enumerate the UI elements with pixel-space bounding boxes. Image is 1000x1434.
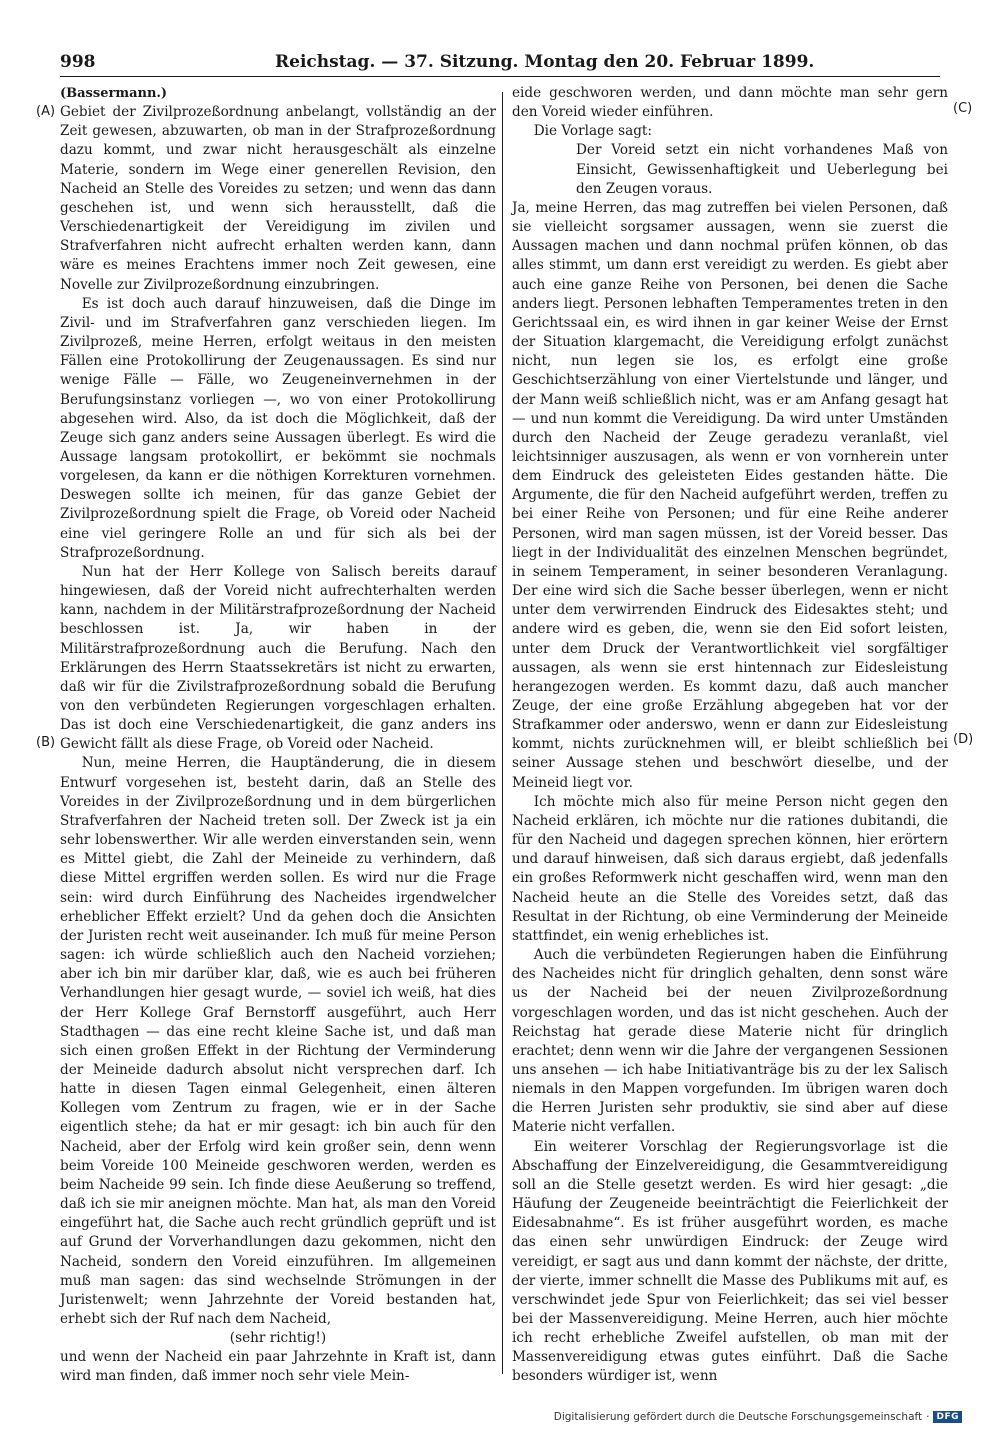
- digitization-footer: [554, 1411, 962, 1423]
- dfg-logo-icon: DFG: [933, 1411, 962, 1423]
- paragraph: Ich möchte mich also für meine Person nicht gegen den Nacheid erklären, ich möchte nur die rationes dubitandi, die für den Nacheid und dagegen sprechen können, hier erörtern und darauf hinweisen, daß sich daraus ergiebt, daß jedenfalls ein großes Reformwerk nicht geschaffen wird, wenn man den Nacheid heute an die Stelle des Voreides setzt, daß das Resultat in der Richtung, ob eine Verminderung der Meineide stattfindet, ein wenig erhebliches ist.: [512, 793, 948, 944]
- paragraph: Gebiet der Zivilprozeßordnung anbelangt, vollständig an der Zeit gewesen, abzuwarten, ob man in der Strafprozeßordnung dazu kommt, und zwar nicht herausgeschält als einzelne Materie, sondern im Wege einer generellen Revision, den Nacheid an Stelle des Voreides zu setzen; und wenn das dann geschehen ist, und wenn sich herausstellt, daß die Verschiedenartigkeit der Vereidigung im zivilen und Strafverfahren nicht aufrecht erhalten werden kann, dann wäre es meines Erachtens immer noch Zeit gewesen, eine Novelle zur Zivilprozeßordnung einzubringen.: [60, 104, 496, 293]
- speaker-label: (Bassermann.): [60, 86, 168, 101]
- column-divider: [502, 92, 503, 1374]
- footer-separator: ·: [926, 1411, 930, 1423]
- block-quote: Der Voreid setzt ein nicht vorhandenes Maß von Einsicht, Gewissenhaftigkeit und Ueberlegung bei den Zeugen voraus.: [576, 142, 948, 197]
- interjection: (sehr richtig!): [229, 1330, 327, 1347]
- margin-marker-c: (C): [953, 101, 973, 116]
- paragraph: Es ist doch auch darauf hinzuweisen, daß die Dinge im Zivil- und im Strafverfahren ganz verschieden liegen. Im Zivilprozeß, meine Herren, erfolgt weitaus in den meisten Fällen eine Protokollirung der Zeugenaussagen. Es sind nur wenige Fälle — Fälle, wo Zeugeneinvernehmen in der Berufungsinstanz vorliegen —, wo von einer Protokollirung abgesehen wird. Also, da ist doch die Möglichkeit, daß der Zeuge sich ganz anders seine Aussagen überlegt. Es wird die Aussage langsam protokollirt, er bekömmt sie nochmals vorgelesen, da kann er die nöthigen Korrekturen vornehmen. Deswegen sollte ich meinen, für das ganze Gebiet der Zivilprozeßordnung spielt die Frage, ob Voreid oder Nacheid eine viel geringere Rolle an und für sich als bei der Strafprozeßordnung.: [60, 295, 496, 561]
- paragraph: Die Vorlage sagt:: [533, 123, 652, 140]
- header-rule: [60, 76, 940, 77]
- paragraph: Nun hat der Herr Kollege von Salisch bereits darauf hingewiesen, daß der Voreid nicht aufrechterhalten werden kann, nachdem in der Militärstrafprozeßordnung der Nacheid beschlossen ist. Ja, wir haben in der Militärstrafprozeßordnung auch die Berufung. Nach den Erklärungen des Herrn Staatssekretärs ist nicht zu erwarten, daß wir für die Zivilstrafprozeßordnung sobald die Berufung von den verbündeten Regierungen vorgeschlagen erhalten. Das ist doch eine Verschiedenartigkeit, die ganz anders ins Gewicht fällt als diese Frage, ob Voreid oder Nacheid.: [60, 563, 496, 753]
- margin-marker-d: (D): [953, 732, 974, 747]
- paragraph: Auch die verbündeten Regierungen haben die Einführung des Nacheides nicht für dringlich gehalten, denn sonst wäre us der Nacheid bei der neuen Zivilprozeßordnung vorgeschlagen worden, und das ist nicht geschehen. Auch der Reichstag hat gerade diese Materie nicht für dringlich erachtet; denn wenn wir die Jahre der vergangenen Sessionen uns ansehen — ich habe Initiativanträge bis zu der lex Salisch niemals in den Mappen vorgefunden. Im übrigen waren doch die Herren Juristen sehr produktiv, sie sind aber auf diese Materie nicht verfallen.: [512, 947, 948, 1136]
- right-column: [512, 84, 948, 1387]
- paragraph: und wenn der Nacheid ein paar Jahrzehnte in Kraft ist, dann wird man finden, daß immer noch sehr viele Mein-: [60, 1349, 496, 1385]
- left-column: [60, 84, 496, 1387]
- paragraph: Ein weiterer Vorschlag der Regierungsvorlage ist die Abschaffung der Einzelvereidigung, die Gesammtvereidigung soll an die Stelle gesetzt werden. Es wird hier gesagt: „die Häufung der Zeugeneide beeinträchtigt die Feierlichkeit der Eidesabnahme“. Es ist früher ausgeführt worden, es mache das einen sehr unwürdigen Eindruck: der Zeuge wird vereidigt, er sagt aus und dann kommt der nächste, der dritte, der vierte, immer schnellt die Masse des Publikums mit auf, es verschwindet jede Spur von Feierlichkeit; das sei viel besser bei der Massenvereidigung. Meine Herren, auch hier möchte ich recht erhebliche Zweifel aufstellen, ob man mit der Massenvereidigung etwas gutes einführt. Daß die Sache besonders würdiger ist, wenn: [512, 1138, 948, 1385]
- page-number: 998: [60, 52, 96, 72]
- margin-marker-b: (B): [36, 735, 56, 750]
- margin-marker-a: (A): [36, 104, 56, 119]
- running-title: Reichstag. — 37. Sitzung. Montag den 20. Februar 1899.: [275, 52, 815, 72]
- paragraph: Nun, meine Herren, die Hauptänderung, die in diesem Entwurf vorgesehen ist, besteht darin, daß an Stelle des Voreides in der Zivilprozeßordnung und in dem bürgerlichen Strafverfahren der Nacheid treten soll. Der Zweck ist ja ein sehr lobenswerther. Wir alle werden einverstanden sein, wenn es Mittel giebt, die Zahl der Meineide zu verhindern, daß diese Mittel ergriffen werden sollen. Es wird nur die Frage sein: wird durch Einführung des Nacheides irgendwelcher erheblicher Effekt erzielt? Und da gehen doch die Ansichten der Juristen recht weit auseinander. Ich muß für meine Person sagen: ich würde schließlich auch den Nacheid vorziehen; aber ich bin mir darüber klar, daß, wie es auch bei früheren Verhandlungen hier gesagt wurde, — soviel ich weiß, hat dies der Herr Kollege Graf Bernstorff ausgeführt, auch Herr Stadthagen — das eine recht kleine Sache ist, und daß man sich einen großen Effekt in der Richtung der Verminderung der Meineide dadurch absolut nicht versprechen darf. Ich hatte in diesen Tagen einmal Gelegenheit, einen älteren Kollegen vom Zentrum zu fragen, wie er in der Sache eigentlich stehe; da hat er mir gesagt: ich bin auch für den Nacheid, aber der Erfolg wird kein großer sein, denn wenn beim Voreide 100 Meineide geschworen werden, werden es beim Nacheide 99 sein. Ich finde diese Aeußerung so treffend, daß ich sie mir aneignen möchte. Man hat, als man den Voreid eingeführt hat, die Sache auch recht gründlich geprüft und ist auf Grund der Vorverhandlungen dazu gekommen, nicht den Nacheid, sondern den Voreid einzuführen. Im allgemeinen muß man sagen: das sind wechselnde Strömungen in der Juristenwelt; wenn Jahrzehnte der Voreid bestanden hat, erhebt sich der Ruf nach dem Nacheid,: [60, 755, 496, 1327]
- footer-text: Digitalisierung gefördert durch die Deutsche Forschungsgemeinschaft: [553, 1411, 923, 1423]
- paragraph: eide geschworen werden, und dann möchte man sehr gern den Voreid wieder einführen.: [512, 85, 948, 121]
- paragraph: Ja, meine Herren, das mag zutreffen bei vielen Personen, daß sie vielleicht sorgsamer aussagen, wenn sie zuerst die Aussagen machen und dann nochmal prüfen können, ob das alles stimmt, um dann erst vereidigt zu werden. Es giebt aber auch eine ganze Reihe von Personen, bei denen die Sache anders liegt. Personen lebhaften Temperamentes treten in den Gerichtssaal ein, es wird ihnen in gar keiner Weise der Ernst der Situation klargemacht, die Vereidigung erfolgt zunächst nicht, nun legen sie los, es erfolgt eine große Geschichtserzählung von einer Viertelstunde und länger, und der Mann weiß schließlich nicht, was er am Anfang gesagt hat — und nun kommt die Vereidigung. Da wird unter Umständen durch den Nacheid der Zeuge geradezu veranlaßt, viel leichtsinniger auszusagen, als wenn er von vornherein unter dem Eindruck des geleisteten Eides gestanden hätte. Die Argumente, die für den Nacheid aufgeführt werden, treffen zu bei einer Reihe von Personen; und für eine Reihe anderer Personen, wird man sagen müssen, ist der Voreid besser. Das liegt in der Individualität des einzelnen Menschen begründet, in seinem Temperament, in seiner besonderen Veranlagung. Der eine wird sich die Sache besser überlegen, wenn er nicht unter dem verwirrenden Eindruck des Eidesaktes steht; und andere wird es geben, die, wenn sie den Eid sofort leisten, unter dem Druck der Verantwortlichkeit viel sorgfältiger aussagen, als wenn sie erst hintennach zur Eidesleistung herangezogen werden. Es kommt dazu, daß auch mancher Zeuge, der eine große Erzählung abgegeben hat vor der Strafkammer oder anderswo, wenn er dann zur Eidesleistung kommt, nichts zurücknehmen will, er bleibt schließlich bei seiner Aussage stehen und beschwört dieselbe, und der Meineid liegt vor.: [512, 199, 948, 791]
